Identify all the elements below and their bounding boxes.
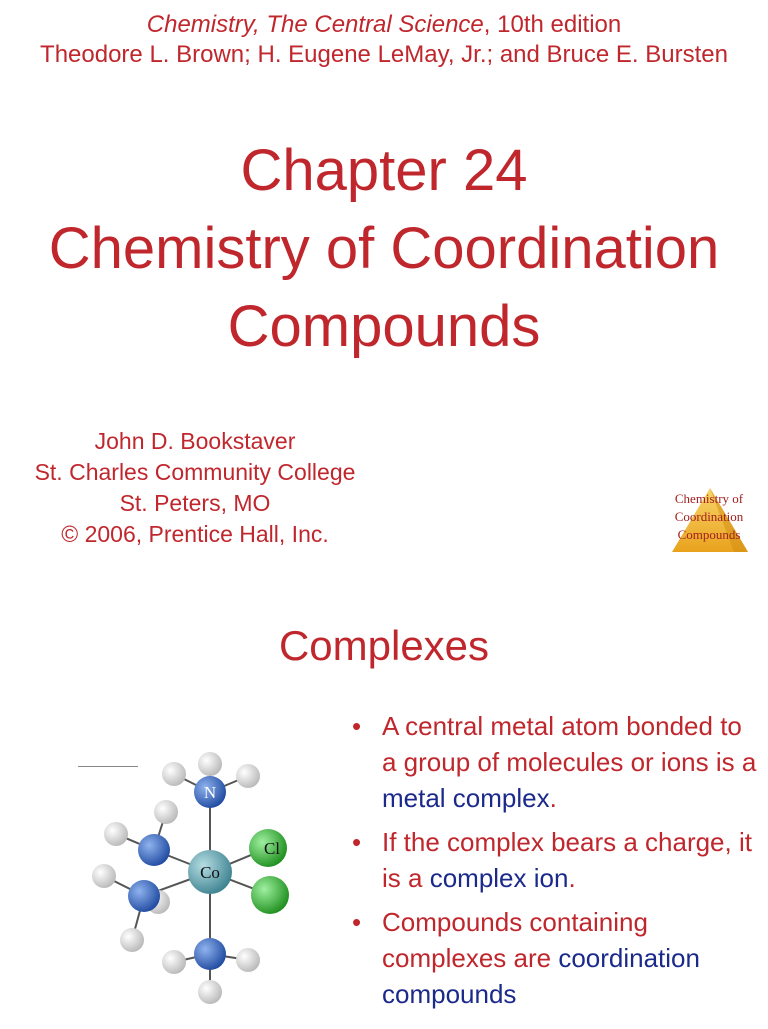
bullet-item-2 <box>340 824 760 896</box>
book-authors: Theodore L. Brown; H. Eugene LeMay, Jr.; and Bruce E. Bursten <box>40 41 728 68</box>
logo-line-3: Compounds <box>677 527 741 542</box>
chapter-number: Chapter 24 <box>240 138 528 203</box>
presenter-name: John D. Bookstaver <box>94 428 296 454</box>
bullet-1-text: A central metal atom bonded to a group of molecules or ions is a <box>382 711 757 777</box>
book-citation <box>0 10 768 70</box>
logo-line-2: Coordination <box>674 509 744 524</box>
presenter-location: St. Peters, MO <box>119 490 271 516</box>
term-coordination-compounds: coordination compounds <box>382 943 700 1009</box>
molecule-diagram <box>70 740 330 1024</box>
bullet-2-end: . <box>568 863 576 893</box>
bullet-symbol: • <box>352 711 362 741</box>
chapter-title-line-2: Compounds <box>227 294 541 359</box>
bullet-1-end: . <box>549 783 557 813</box>
citation-line-1 <box>0 10 768 40</box>
bullet-list <box>340 708 760 1020</box>
presenter-institution: St. Charles Community College <box>34 459 356 485</box>
bullet-item-1 <box>340 708 760 816</box>
co-atom-label: Co <box>200 863 220 882</box>
cl-atom-label: Cl <box>263 839 281 858</box>
chapter-title-line-1: Chemistry of Coordination <box>48 216 720 281</box>
bullet-3-text: Compounds containing complexes are <box>382 907 648 973</box>
presenter-block <box>0 426 390 550</box>
book-edition: , 10th edition <box>483 11 622 38</box>
bullet-item-3 <box>340 904 760 1012</box>
book-title: Chemistry, The Central Science <box>146 11 484 38</box>
logo-line-1: Chemistry of <box>674 491 744 506</box>
copyright-notice: © 2006, Prentice Hall, Inc. <box>61 521 329 547</box>
bullet-symbol: • <box>352 827 362 857</box>
chapter-heading <box>0 132 768 366</box>
co-complex-illustration <box>70 740 330 1024</box>
bullet-2-text: If the complex bears a charge, it is a <box>382 827 752 893</box>
slide-title: Complexes <box>278 622 490 669</box>
n-atom-label: N <box>203 783 217 802</box>
logo-text <box>650 490 768 544</box>
term-complex-ion: complex ion <box>429 863 569 893</box>
chapter-logo <box>650 470 768 580</box>
term-metal-complex: metal complex <box>382 783 550 813</box>
bullet-symbol: • <box>352 907 362 937</box>
